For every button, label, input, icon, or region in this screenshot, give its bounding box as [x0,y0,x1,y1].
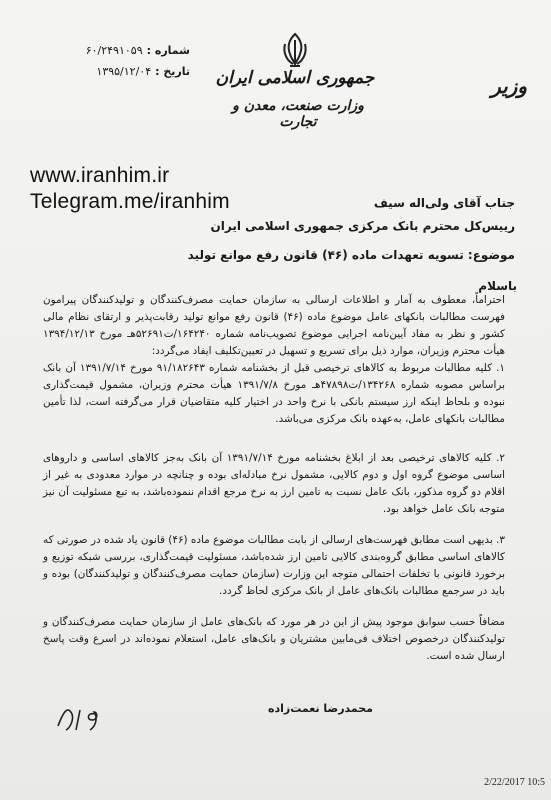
letter-number [30,44,190,57]
date-value: ۱۳۹۵/۱۲/۰۴ [96,65,152,78]
addressee-title: رییس‌کل محترم بانک مرکزی جمهوری اسلامی ایران [210,219,515,233]
body-paragraph-item-2: ۲. کلیه کالاهای ترخیصی بعد از ابلاغ بخشنامه مورخ ۱۳۹۱/۷/۱۴ آن بانک به‌جز کالاهای اساسی و داروهای اساسی موضوع گروه اول و دوم کالایی، مشمول نرخ مبادله‌ای بوده و چنانچه در موارد معدودی به غیر از اقلام دو گروه مذکور، بانک عامل نسبت به تامین ارز به نرخ مرجع اقدام ننموده‌باشد، به تبع مسئولیت آن نیز متوجه بانک عامل خواهد بود. [43,452,506,515]
body-paragraph-intro: احتراماً، معطوف به آمار و اطلاعات ارسالی به سازمان حمایت مصرف‌کنندگان و تولیدکنندگان پیرامون فهرست مطالبات بانکهای عامل موضوع ماده (۴۶) قانون رفع موانع تولید رقابت‌پذیر و ارتقای نظام مالی کشور و نظر به مفاد آیین‌نامه اجرایی موضوع تصویب‌نامه شماره ۱۶۴۲۴۰/ت۵۲۶۹۱هـ مورخ ۱۳۹۴/۱۲/۱۳ هیأت محترم وزیران، موارد ذیل برای تسریع و تسهیل در تعیین‌تکلیف ایفاد می‌گردد: [43,294,505,357]
print-timestamp: 2/22/2017 10:5 [484,777,545,788]
watermark-telegram: Telegram.me/iranhim [30,190,230,213]
letter-subject: موضوع: تسویه تعهدات ماده (۴۶) قانون رفع موانع تولید [187,248,515,262]
handwritten-signature-icon [54,700,124,734]
body-paragraph-closing: مضافاً حسب سوابق موجود پیش از این در هر مورد که بانک‌های عامل از سازمان حمایت مصرف‌کنندگان و تولیدکنندگان درخصوص اختلاف فی‌مابین مشتریان و بانک‌های عامل، استعلام نموده‌اند در اسرع وقت پاسخ ارسال شده است. [43,616,505,662]
org-title: جمهوری اسلامی ایران [215,68,375,88]
rank-label: وزیر [491,74,527,98]
addressee-name: جناب آقای ولی‌اله سیف [373,196,515,210]
state-emblem-icon [278,30,312,70]
signatory-name: محمدرضا نعمت‌زاده [268,702,373,715]
number-value: ۶۰/۲۴۹۱۰۵۹ [85,44,143,57]
date-label: تاریخ : [155,65,190,78]
greeting: باسلام [478,279,517,293]
number-label: شماره : [146,44,190,57]
ministry-name: وزارت صنعت، معدن و تجارت [232,98,364,130]
letter-meta [30,44,190,86]
letter-date [30,65,190,78]
body-paragraph-item-1: ۱. کلیه مطالبات مربوط به کالاهای ترخیصی قبل از بخشنامه شماره ۹۱/۱۸۲۶۴۳ مورخ ۱۳۹۱/۷/۱۴ آن بانک براساس مصوبه شماره ۱۳۴۲۶۸/ت۴۷۸۹۸هـ مورخ ۱۳۹۱/۷/۸ هیأت محترم وزیران، مشمول قیمت‌گذاری نبوده و بلحاظ اینکه ارز سیستم بانکی با نرخ واحد در اختیار کلیه متقاضیان قرار می‌گرفته است، لذا تأمین مطالبات بانکهای عامل، به‌عهده بانک مرکزی می‌باشد. [43,362,505,425]
watermark-url: www.iranhim.ir [30,164,170,187]
body-paragraph-item-3: ۳. بدیهی است مطابق فهرست‌های ارسالی از بابت مطالبات موضوع ماده (۴۶) قانون یاد شده در صورتی که کالاهای اساسی مطابق گروه‌بندی کالایی تامین ارز شده‌باشد، مسئولیت قیمت‌گذاری، بررسی شبکه توزیع و برخورد قانونی با تخلفات احتمالی متوجه این وزارت (سازمان حمایت مصرف‌کنندگان و تولیدکنندگان) بوده و باید در سرجمع مطالبات بانک‌های عامل از بانک مرکزی لحاظ گردد. [43,534,506,597]
